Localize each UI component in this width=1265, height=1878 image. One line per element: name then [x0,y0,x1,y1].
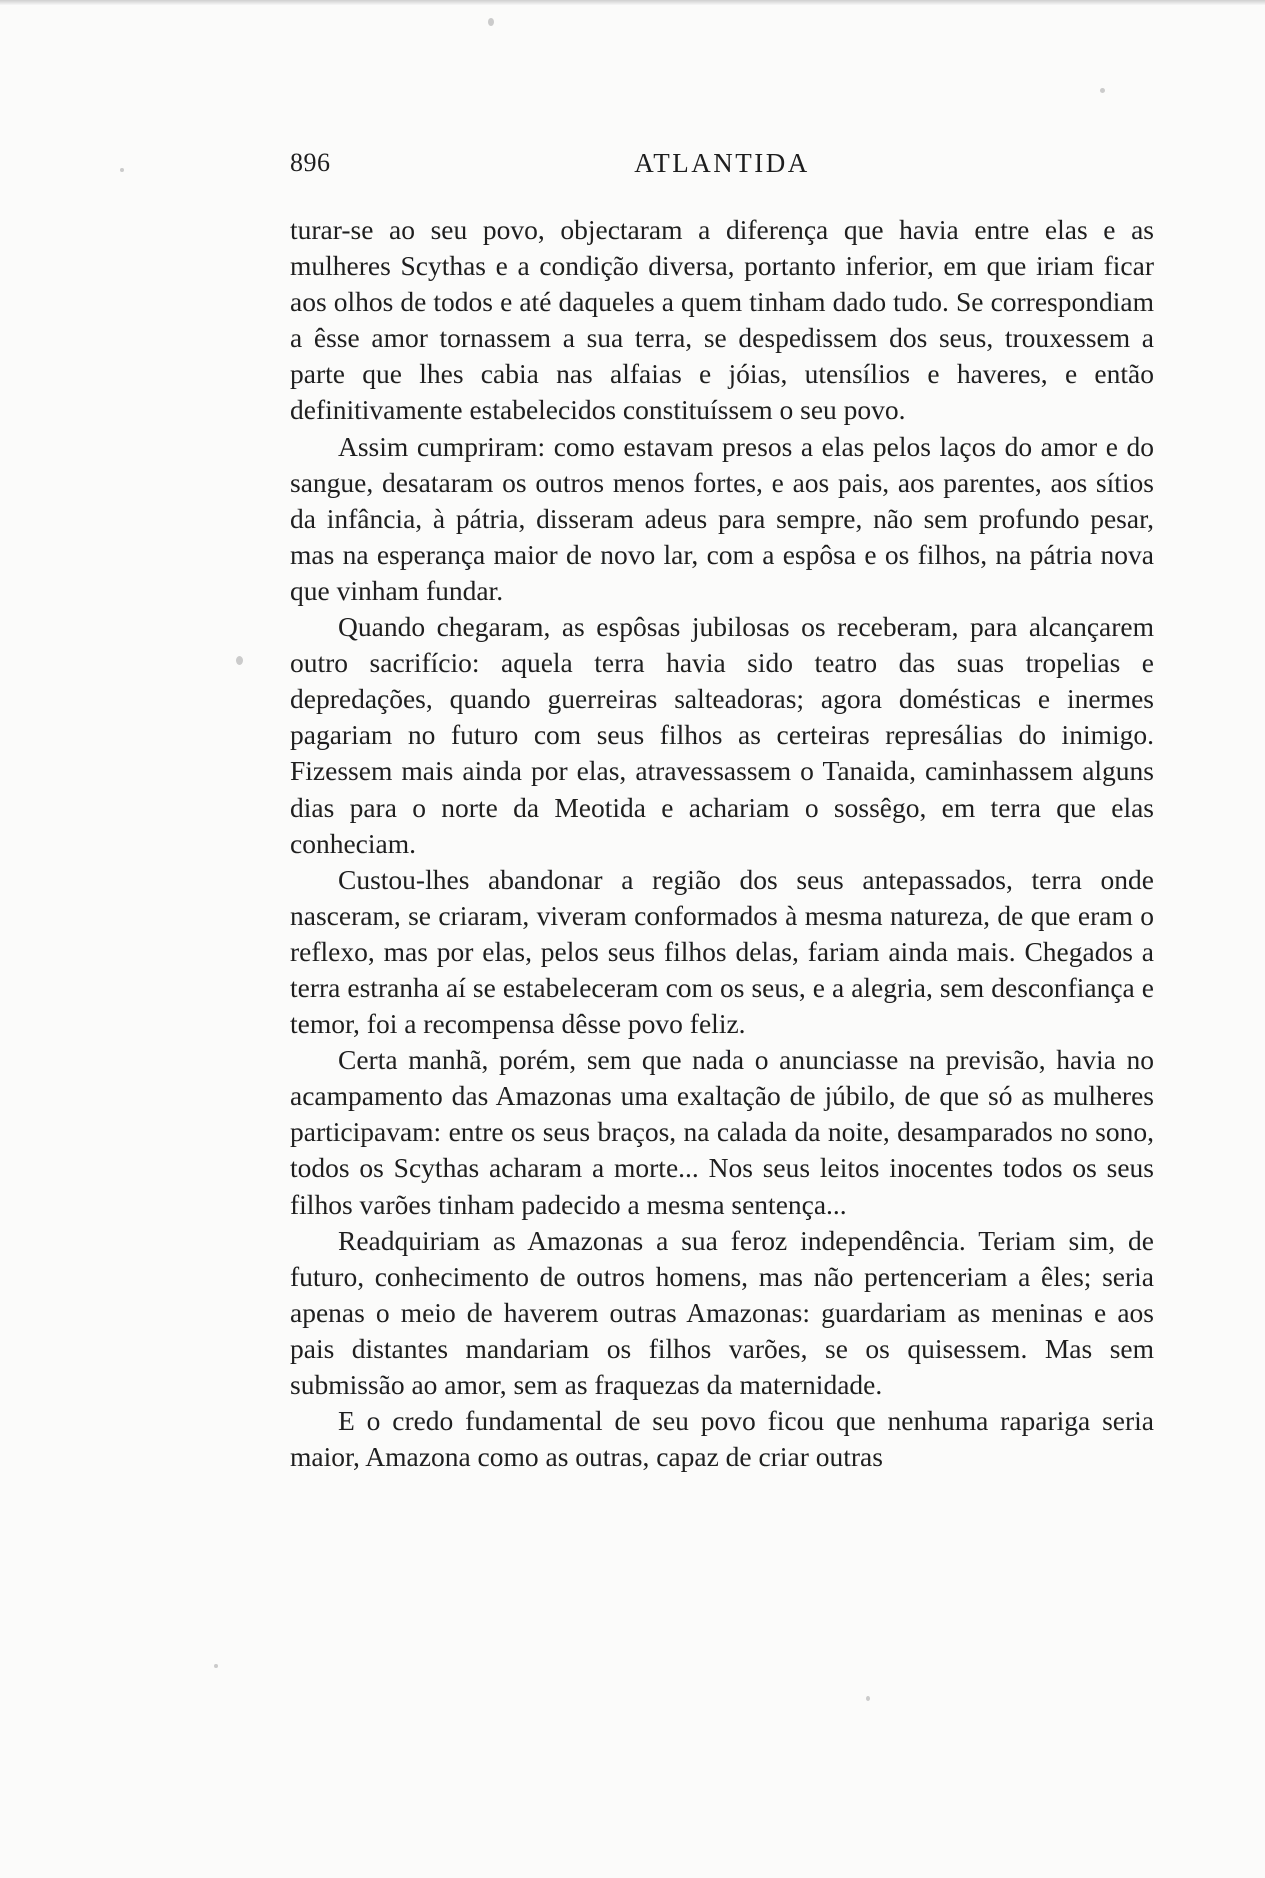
paper-speck [120,168,124,172]
paragraph-1: turar-se ao seu povo, objectaram a diferença que havia entre elas e as mulheres Scythas e a condição diversa, portanto inferior, em que iriam ficar aos olhos de todos e até daqueles a quem tinham dado tudo. Se correspondiam a êsse amor tornassem a sua terra, se despedissem dos seus, trouxessem a parte que lhes cabia nas alfaias e jóias, utensílios e haveres, e então definitivamente estabelecidos constituíssem o seu povo. [290,214,1154,426]
paragraph-6: Readquiriam as Amazonas a sua feroz independência. Teriam sim, de futuro, conhecimento de outros homens, mas não pertenceriam a êles; seria apenas o meio de haverem outras Amazonas: guardariam as meninas e aos pais distantes mandariam os filhos varões, se os quisessem. Mas sem submissão ao amor, sem as fraquezas da maternidade. [290,1224,1154,1400]
paragraph-2: Assim cumpriram: como estavam presos a elas pelos laços do amor e do sangue, desataram os outros menos fortes, e aos pais, aos parentes, aos sítios da infância, à pátria, disseram adeus para sempre, não sem profundo pesar, mas na esperança maior de novo lar, com a espôsa e os filhos, na pátria nova que vinham fundar. [290,430,1154,606]
body-text [290,212,1154,1475]
running-header [290,148,1154,188]
paragraph-7: E o credo fundamental de seu povo ficou que nenhuma rapariga seria maior, Amazona como as outras, capaz de criar outras [290,1405,1154,1473]
paragraph-5: Certa manhã, porém, sem que nada o anunciasse na previsão, havia no acampamento das Amazonas uma exaltação de júbilo, de que só as mulheres participavam: entre os seus braços, na calada da noite, desamparados no sono, todos os Scythas acharam a morte... Nos seus leitos inocentes todos os seus filhos varões tinham padecido a mesma sentença... [290,1044,1154,1220]
paper-speck [488,18,494,26]
page-number: 896 [290,148,331,177]
paper-speck [236,656,243,665]
paragraph-3: Quando chegaram, as espôsas jubilosas os receberam, para alcançarem outro sacrifício: aquela terra havia sido teatro das suas tropelias e depredações, quando guerreiras salteadoras; agora domésticas e inermes pagariam no futuro com seus filhos as certeiras represálias do inimigo. Fizessem mais ainda por elas, atravessassem o Tanaida, caminhassem alguns dias para o norte da Meotida e achariam o sossêgo, em terra que elas conheciam. [290,611,1154,859]
paragraph-4: Custou-lhes abandonar a região dos seus antepassados, terra onde nasceram, se criaram, viveram conformados à mesma natureza, de que eram o reflexo, mas por elas, pelos seus filhos delas, fariam ainda mais. Chegados a terra estranha aí se estabeleceram com os seus, e a alegria, sem desconfiança e temor, foi a recompensa dêsse povo feliz. [290,863,1154,1040]
paper-speck [214,1664,218,1668]
scan-edge-shadow [0,0,1265,6]
paper-speck [866,1696,870,1701]
paper-speck [1100,88,1105,93]
running-title: ATLANTIDA [634,148,810,178]
